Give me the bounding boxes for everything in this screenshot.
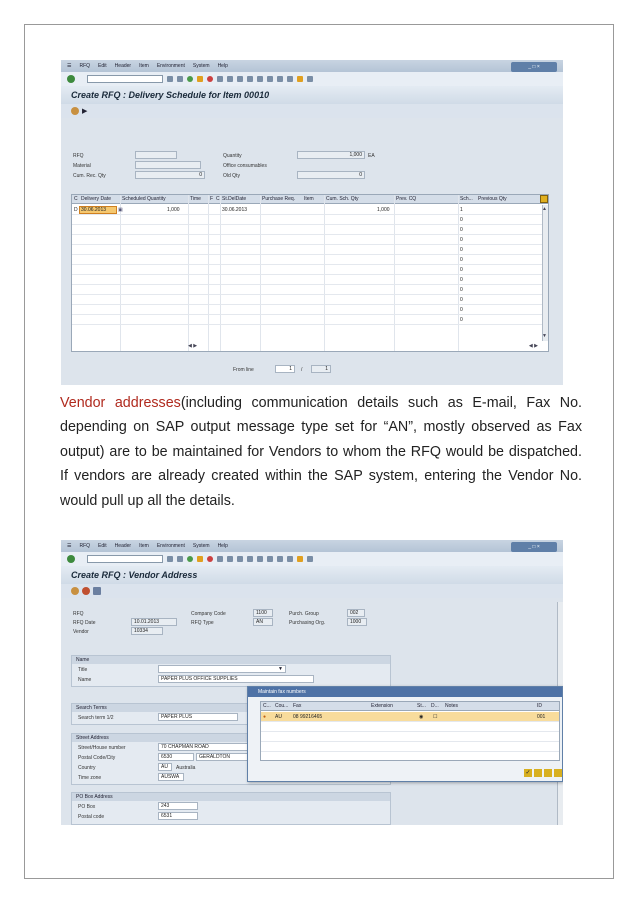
menu-bar [61,540,563,552]
section-heading: Street Address [72,734,390,742]
menu-item-edit[interactable]: Edit [98,543,107,549]
scheduled-qty-value: 1,000 [167,207,180,213]
cum-rec-field[interactable]: 0 [135,171,205,179]
edit-icon[interactable] [93,587,101,595]
sch-value: 0 [460,227,463,233]
office-consumables-label: Office consumables [223,163,267,169]
new-session-icon[interactable] [287,556,293,562]
sch-value: 0 [460,217,463,223]
paragraph-text: (including communication details such as E-mail, Fax No. depending on SAP output message type set for “AN”, mostly observed as Fax output) are to be maintained for Vendors to whom the RFQ would be dispatched. If vendors are already created within the SAP system, entering the Vendor No. would pull up all the details. [60,395,583,509]
last-page-icon[interactable] [277,556,283,562]
of-separator: / [301,367,303,373]
table-row[interactable] [72,275,548,285]
company-code-label: Company Code [191,611,226,617]
sch-value: 0 [460,247,463,253]
next-page-icon[interactable] [267,76,273,82]
sch-value: 0 [460,297,463,303]
fax-numbers-dialog [247,686,563,782]
default-checkbox[interactable]: ☐ [433,714,438,720]
cancel-dialog-icon[interactable] [554,769,562,777]
table-row[interactable] [261,722,559,732]
col-c[interactable]: C... [263,703,271,709]
title-label: Title [78,667,88,673]
sch-value: 0 [460,257,463,263]
application-toolbar [61,584,563,598]
col-item[interactable]: Item [304,196,314,202]
purch-group-field: 002 [347,609,365,617]
col-fax[interactable]: Fax [293,703,302,709]
search-term-field[interactable]: PAPER PLUS [158,713,238,721]
insert-row-icon[interactable] [534,769,542,777]
purch-group-label: Purch. Group [289,611,319,617]
quantity-label: Quantity [223,153,242,159]
col-delivery-date[interactable]: Delivery Date [81,196,112,202]
material-field[interactable] [135,161,201,169]
country-value: AU [275,714,282,720]
standard-toolbar [61,552,563,566]
st-del-date-value: 30.06.2013 [222,207,248,213]
cancel-icon[interactable] [207,76,213,82]
col-f[interactable]: F [210,196,214,202]
first-page-icon[interactable] [247,76,253,82]
title-dropdown[interactable] [158,665,286,673]
col-cum-sch-qty[interactable]: Cum. Sch. Qty [326,196,359,202]
table-header [261,702,559,711]
sch-value: 0 [460,237,463,243]
from-line-label: From line [233,367,254,373]
country-label: Country [78,765,96,771]
sch-value: 0 [460,307,463,313]
save-icon[interactable] [177,556,183,562]
menu-item-header[interactable]: Header [114,63,132,69]
org-icon[interactable] [82,587,90,595]
street-label: Street/House number [78,745,126,751]
name-field[interactable]: PAPER PLUS OFFICE SUPPLIES [158,675,314,683]
menu-item-system[interactable]: System [192,63,210,69]
col-sch[interactable]: Sch... [460,196,473,202]
dropdown-arrow-icon[interactable]: ▼ [278,666,283,672]
menu-bar [61,60,563,72]
screen-title: Create RFQ : Vendor Address [71,570,198,580]
cancel-icon[interactable] [207,556,213,562]
exit-icon[interactable] [197,76,203,82]
rfq-field[interactable] [135,151,177,159]
table-settings-icon[interactable] [540,195,548,203]
table-row[interactable] [261,732,559,742]
arrow-right-icon[interactable]: ▶ [82,108,88,115]
back-icon[interactable] [167,76,173,82]
screen-title: Create RFQ : Delivery Schedule for Item 00010 [71,90,270,100]
col-purchase-req[interactable]: Purchase Req. [262,196,296,202]
name-label: Name [78,677,92,683]
scroll-left-icon[interactable]: ◀ ▶ [188,343,198,349]
col-previous-qty[interactable]: Previous Qty [478,196,507,202]
new-session-icon[interactable] [287,76,293,82]
window-controls[interactable]: _ □ × [511,62,557,72]
search-term-label: Search term 1/2 [78,715,114,721]
menu-item-help[interactable]: Help [217,63,228,69]
purch-org-field: 1000 [347,618,367,626]
layout-icon[interactable] [307,556,313,562]
po-box-section [71,792,391,825]
user-icon[interactable] [71,107,79,115]
sch-value: 1 [460,207,463,213]
section-heading: PO Box Address [72,793,390,801]
sch-value: 0 [460,277,463,283]
window-controls[interactable]: _ □ × [511,542,557,552]
street-field[interactable]: 70 CHAPMAN ROAD [158,743,248,751]
rfq-date-label: RFQ Date [73,620,96,626]
quantity-field[interactable]: 1,000 [297,151,365,159]
back-icon[interactable] [167,556,173,562]
time-zone-label: Time zone [78,775,102,781]
table-row[interactable] [72,285,548,295]
last-page-icon[interactable] [277,76,283,82]
prev-page-icon[interactable] [257,556,263,562]
table-row[interactable] [72,305,548,315]
body-paragraph [60,391,582,513]
exit-icon[interactable] [197,556,203,562]
section-heading: Name [72,656,390,664]
vertical-scrollbar[interactable] [542,205,548,341]
enter-icon[interactable] [67,555,75,563]
menu-item-item[interactable]: Item [139,63,149,69]
city-field[interactable]: GERALDTON [196,753,248,761]
table-row[interactable] [72,295,548,305]
save-icon[interactable] [177,76,183,82]
company-code-field: 1100 [253,609,273,617]
standard-toolbar [61,72,563,86]
table-row[interactable] [72,205,548,215]
row-selector-icon[interactable]: ● [263,714,267,720]
menu-item-item[interactable]: Item [139,543,149,549]
find-icon[interactable] [227,76,233,82]
menu-icon[interactable]: ☰ [67,63,72,69]
user-icon[interactable] [71,587,79,595]
layout-icon[interactable] [307,76,313,82]
postal-city-label: Postal Code/City [78,755,116,761]
section-heading: Search Terms [72,704,390,712]
material-label: Material [73,163,91,169]
po-box-label: PO Box [78,804,96,810]
command-field[interactable] [87,555,163,563]
scroll-right-icon[interactable]: ◀ ▶ [528,343,538,349]
screen-title-bar [61,566,563,584]
rfq-date-field: 10.01.2013 [131,618,177,626]
menu-item-rfq[interactable]: RFQ [79,63,91,69]
row-c: D [74,207,78,213]
cum-sch-qty-value: 1,000 [377,207,390,213]
col-notes[interactable]: Notes [445,703,459,709]
help-icon[interactable] [297,556,303,562]
old-qty-label: Old Qty [223,173,240,179]
table-row[interactable] [72,225,548,235]
country-field[interactable]: AU [158,763,172,771]
id-value: 001 [537,714,546,720]
col-c2[interactable]: C [216,196,220,202]
find-next-icon[interactable] [237,76,243,82]
confirm-icon[interactable]: ✓ [525,770,531,776]
sch-value: 0 [460,317,463,323]
table-row[interactable] [72,315,548,325]
po-postal-field[interactable]: 6531 [158,812,198,820]
old-qty-field[interactable]: 0 [297,171,365,179]
vendor-field: 10334 [131,627,163,635]
col-prev-cq[interactable]: Prev. CQ [396,196,417,202]
screenshot-vendor-address [61,540,563,825]
fax-value: 08 99216465 [293,714,323,720]
table-row[interactable] [72,265,548,275]
col-d[interactable]: D... [431,703,439,709]
col-id[interactable]: ID [537,703,542,709]
col-st-del-date[interactable]: St.DelDate [222,196,247,202]
table-row[interactable] [261,742,559,752]
menu-item-edit[interactable]: Edit [98,63,107,69]
col-country[interactable]: Cou... [275,703,289,709]
col-scheduled-qty[interactable]: Scheduled Quantity [122,196,166,202]
command-field[interactable] [87,75,163,83]
application-toolbar [61,104,563,118]
screen-title-bar [61,86,563,104]
delivery-date-value: 30.06.2013 [81,207,107,213]
table-row[interactable] [72,255,548,265]
col-extension[interactable]: Extension [371,703,393,709]
name-section [71,655,391,687]
standard-radio[interactable]: ◉ [419,714,424,720]
rfq-label: RFQ [73,153,84,159]
menu-item-environment[interactable]: Environment [156,63,185,69]
back-nav-icon[interactable] [187,76,193,82]
enter-icon[interactable] [67,75,75,83]
table-header [72,195,548,204]
find-next-icon[interactable] [237,556,243,562]
country-name: Australia [176,765,196,771]
menu-item-environment[interactable]: Environment [156,543,185,549]
total-lines-field: 1 [311,365,331,373]
po-postal-label: Postal code [78,814,105,820]
screenshot-delivery-schedule [61,60,563,385]
help-icon[interactable] [297,76,303,82]
find-icon[interactable] [227,556,233,562]
purch-org-label: Purchasing Org. [289,620,326,626]
po-box-field[interactable]: 243 [158,802,198,810]
vendor-addresses-link[interactable]: Vendor addresses [60,395,181,411]
menu-icon[interactable]: ☰ [67,543,72,549]
first-page-icon[interactable] [247,556,253,562]
back-nav-icon[interactable] [187,556,193,562]
menu-item-help[interactable]: Help [217,543,228,549]
rfq-type-label: RFQ Type [191,620,214,626]
rfq-type-field: AN [253,618,273,626]
next-page-icon[interactable] [267,556,273,562]
table-row[interactable] [261,712,559,722]
col-c[interactable]: C [74,196,78,202]
vendor-label: Vendor [73,629,89,635]
print-icon[interactable] [217,76,223,82]
delete-row-icon[interactable] [544,769,552,777]
col-st[interactable]: St... [417,703,426,709]
col-time[interactable]: Time [190,196,201,202]
scroll-down-icon[interactable]: ▼ [542,333,547,339]
time-zone-field[interactable]: AUSWA [158,773,184,781]
table-row[interactable] [72,245,548,255]
print-icon[interactable] [217,556,223,562]
rfq-label: RFQ [73,611,84,617]
sch-value: 0 [460,287,463,293]
quantity-unit: EA [368,153,375,159]
menu-item-header[interactable]: Header [114,543,132,549]
calendar-icon[interactable]: ▣ [118,207,123,213]
table-row[interactable] [72,235,548,245]
postal-code-field[interactable]: 6530 [158,753,194,761]
table-row[interactable] [72,215,548,225]
prev-page-icon[interactable] [257,76,263,82]
from-line-field[interactable]: 1 [275,365,295,373]
fax-table [260,701,560,761]
dialog-title: Maintain fax numbers [248,687,562,697]
delivery-schedule-table [71,194,549,352]
menu-item-rfq[interactable]: RFQ [79,543,91,549]
scroll-up-icon[interactable]: ▲ [542,206,547,212]
sch-value: 0 [460,267,463,273]
menu-item-system[interactable]: System [192,543,210,549]
cum-rec-label: Cum. Rec. Qty [73,173,106,179]
